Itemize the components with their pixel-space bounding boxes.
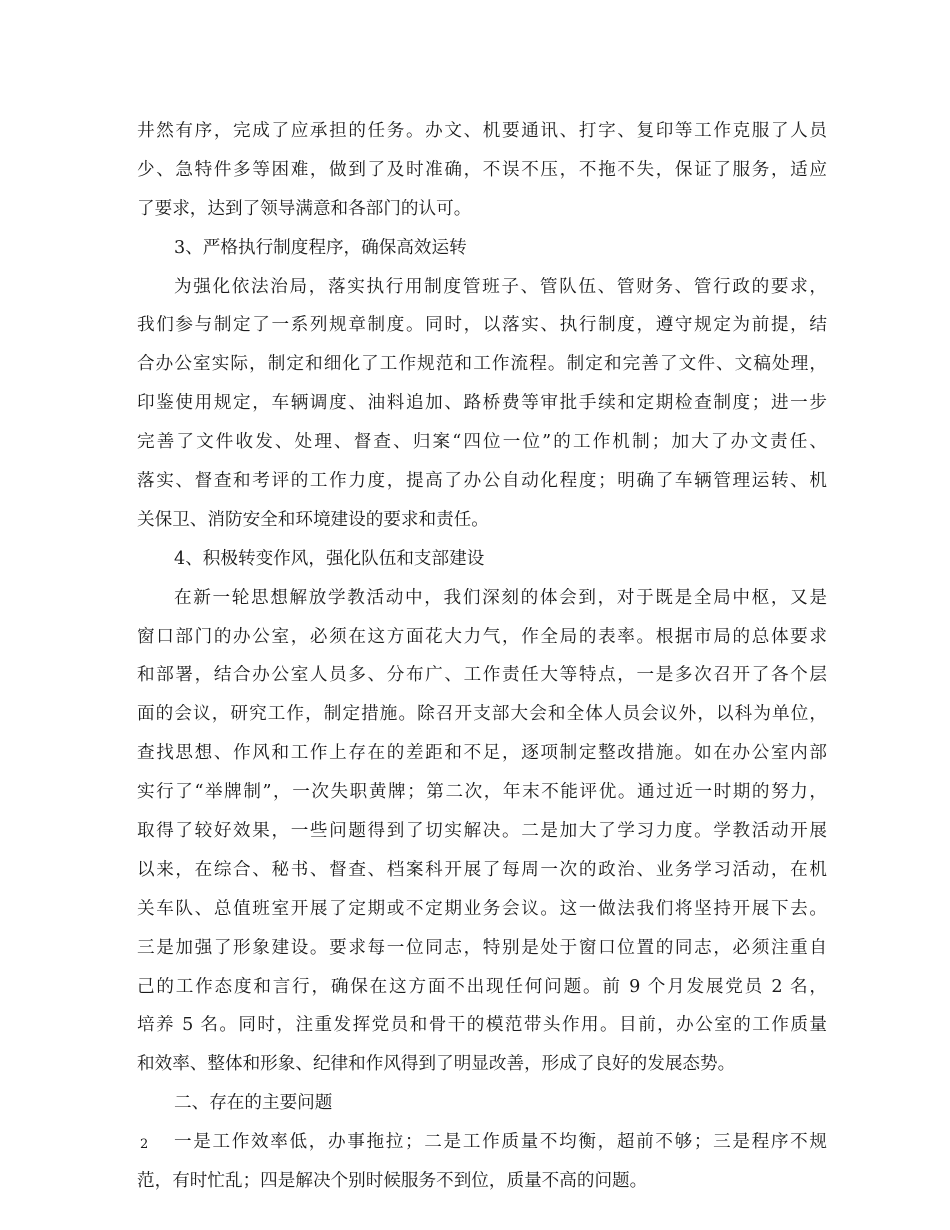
text-line: 为强化依法治局，落实执行用制度管班子、管队伍、管财务、管行政的要求， xyxy=(174,276,827,297)
text-line: 范，有时忙乱；四是解决个别时候服务不到位，质量不高的问题。 xyxy=(137,1171,648,1192)
text-line: 一是工作效率低，办事拖拉；二是工作质量不均衡，超前不够；三是程序不规 xyxy=(174,1132,827,1153)
text-line: 关保卫、消防安全和环境建设的要求和责任。 xyxy=(137,509,489,530)
text-line: 二、存在的主要问题 xyxy=(174,1093,333,1114)
text-line: 在新一轮思想解放学教活动中，我们深刻的体会到，对于既是全局中枢，又是 xyxy=(174,587,827,608)
text-line: 取得了较好效果，一些问题得到了切实解决。二是加大了学习力度。学教活动开展 xyxy=(137,821,827,842)
body-text xyxy=(137,112,827,1201)
text-line: 合办公室实际，制定和细化了工作规范和工作流程。制定和完善了文件、文稿处理， xyxy=(137,354,827,375)
text-line: 和效率、整体和形象、纪律和作风得到了明显改善，形成了良好的发展态势。 xyxy=(137,1054,736,1075)
text-line: 关车队、总值班室开展了定期或不定期业务会议。这一做法我们将坚持开展下去。 xyxy=(137,898,827,919)
text-line: 完善了文件收发、处理、督查、归案“四位一位”的工作机制；加大了办文责任、 xyxy=(137,432,827,453)
text-line: 落实、督查和考评的工作力度，提高了办公自动化程度；明确了车辆管理运转、机 xyxy=(137,471,827,492)
text-line: 井然有序，完成了应承担的任务。办文、机要通讯、打字、复印等工作克服了人员 xyxy=(137,121,827,141)
text-line: 印鉴使用规定，车辆调度、油料追加、路桥费等审批手续和定期检查制度；进一步 xyxy=(137,393,827,414)
text-line: 三是加强了形象建设。要求每一位同志，特别是处于窗口位置的同志，必须注重自 xyxy=(137,937,827,958)
text-line: 查找思想、作风和工作上存在的差距和不足，逐项制定整改措施。如在办公室内部 xyxy=(137,743,827,764)
text-line: 面的会议，研究工作，制定措施。除召开支部大会和全体人员会议外，以科为单位， xyxy=(137,704,827,725)
text-line: 和部署，结合办公室人员多、分布广、工作责任大等特点，一是多次召开了各个层 xyxy=(137,665,827,686)
text-line: 3、严格执行制度程序，确保高效运转 xyxy=(174,237,467,258)
text-line: 窗口部门的办公室，必须在这方面花大力气，作全局的表率。根据市局的总体要求 xyxy=(137,626,827,647)
text-line: 少、急特件多等困难，做到了及时准确，不误不压，不拖不失，保证了服务，适应 xyxy=(137,159,827,180)
text-line: 我们参与制定了一系列规章制度。同时，以落实、执行制度，遵守规定为前提，结 xyxy=(137,315,827,336)
text-line: 4、积极转变作风，强化队伍和支部建设 xyxy=(174,548,485,569)
text-line: 己的工作态度和言行，确保在这方面不出现任何问题。前 9 个月发展党员 2 名， xyxy=(137,976,827,997)
page-number: 2 xyxy=(140,1137,149,1152)
text-line: 培养 5 名。同时，注重发挥党员和骨干的模范带头作用。目前，办公室的工作质量 xyxy=(137,1015,827,1036)
text-line: 了要求，达到了领导满意和各部门的认可。 xyxy=(137,198,472,219)
text-line: 以来，在综合、秘书、督查、档案科开展了每周一次的政治、业务学习活动，在机 xyxy=(137,859,827,880)
text-line: 实行了“举牌制”，一次失职黄牌；第二次，年末不能评优。通过近一时期的努力， xyxy=(137,782,827,803)
